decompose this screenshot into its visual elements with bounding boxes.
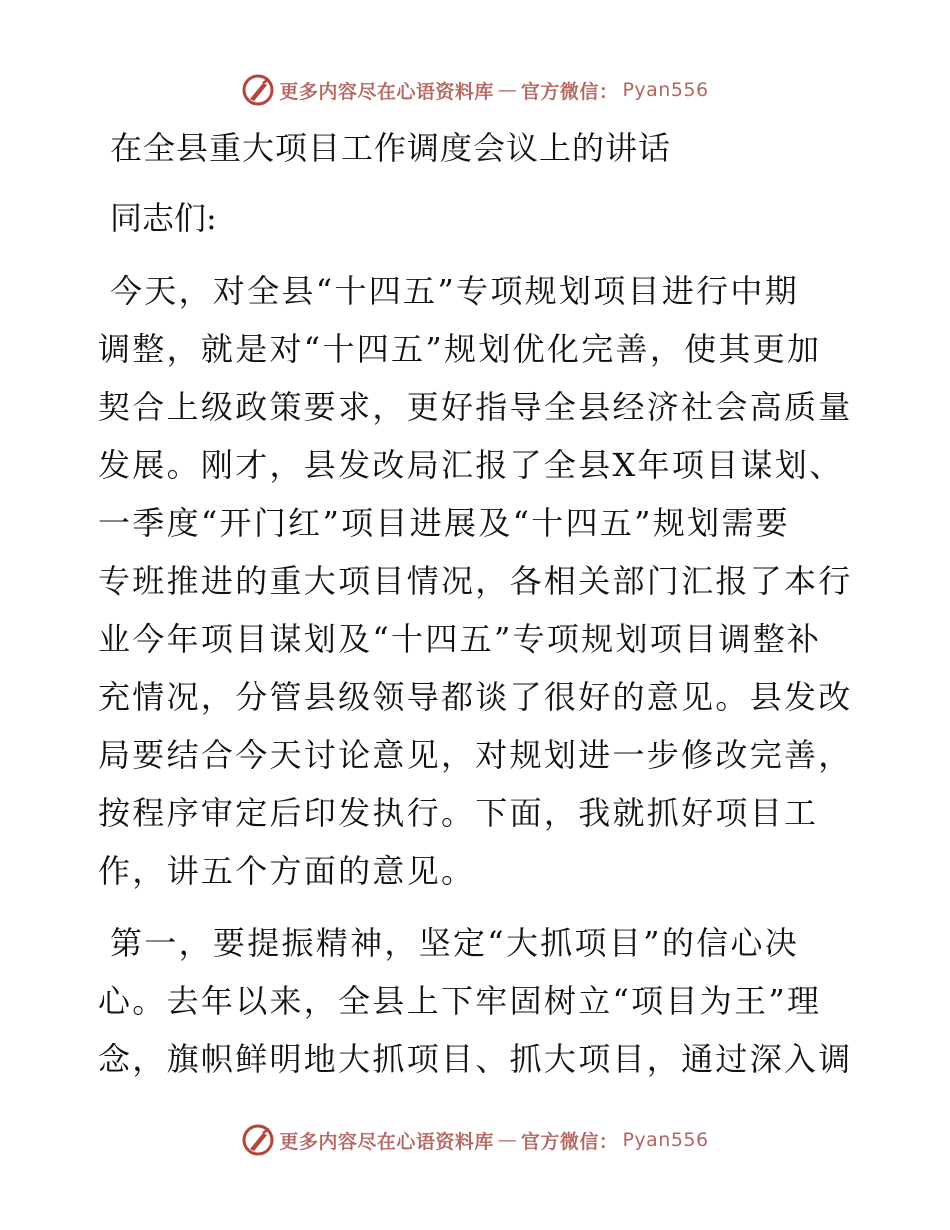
salutation: 同志们: bbox=[110, 199, 217, 237]
document-title: 在全县重大项目工作调度会议上的讲话 bbox=[110, 129, 672, 167]
paragraph-line: 第一，要提振精神，坚定“大抓项目”的信心决 bbox=[110, 924, 800, 962]
watermark-account: Pyan556 bbox=[622, 1129, 709, 1151]
paragraph-line: 作，讲五个方面的意见。 bbox=[98, 852, 476, 890]
watermark-main-text: 更多内容尽在心语资料库 bbox=[279, 1130, 494, 1153]
paragraph-line: 念，旗帜鲜明地大抓项目、抓大项目，通过深入调 bbox=[98, 1040, 853, 1078]
document-body bbox=[98, 118, 858, 1102]
paragraph-line: 调整，就是对“十四五”规划优化完善，使其更加 bbox=[98, 330, 822, 368]
watermark-dash: — bbox=[497, 1129, 517, 1151]
paragraph-line: 发展。刚才，县发改局汇报了全县X年项目谋划、 bbox=[98, 446, 844, 484]
footer-watermark bbox=[0, 1120, 950, 1160]
paragraph-line: 今天，对全县“十四五”专项规划项目进行中期 bbox=[110, 272, 800, 310]
watermark-main-text: 更多内容尽在心语资料库 bbox=[279, 80, 494, 103]
header-watermark bbox=[0, 70, 950, 110]
paragraph-line: 心。去年以来，全县上下牢固树立“项目为王”理 bbox=[98, 982, 822, 1020]
watermark-dash: — bbox=[497, 79, 517, 101]
paragraph-1 bbox=[98, 262, 858, 900]
watermark-label: 官方微信： bbox=[520, 1130, 619, 1153]
paragraph-2 bbox=[98, 914, 858, 1088]
paragraph-line: 局要结合今天讨论意见，对规划进一步修改完善， bbox=[98, 736, 853, 774]
paragraph-line: 充情况，分管县级领导都谈了很好的意见。县发改 bbox=[98, 678, 853, 716]
paragraph-line: 专班推进的重大项目情况，各相关部门汇报了本行 bbox=[98, 562, 853, 600]
quill-logo-icon bbox=[241, 1123, 275, 1157]
paragraph-line: 一季度“开门红”项目进展及“十四五”规划需要 bbox=[98, 504, 791, 542]
paragraph-line: 业今年项目谋划及“十四五”专项规划项目调整补 bbox=[98, 620, 822, 658]
quill-logo-icon bbox=[241, 73, 275, 107]
paragraph-line: 契合上级政策要求，更好指导全县经济社会高质量 bbox=[98, 388, 853, 426]
watermark-label: 官方微信： bbox=[520, 80, 619, 103]
watermark-account: Pyan556 bbox=[622, 79, 709, 101]
paragraph-line: 按程序审定后印发执行。下面，我就抓好项目工 bbox=[98, 794, 819, 832]
